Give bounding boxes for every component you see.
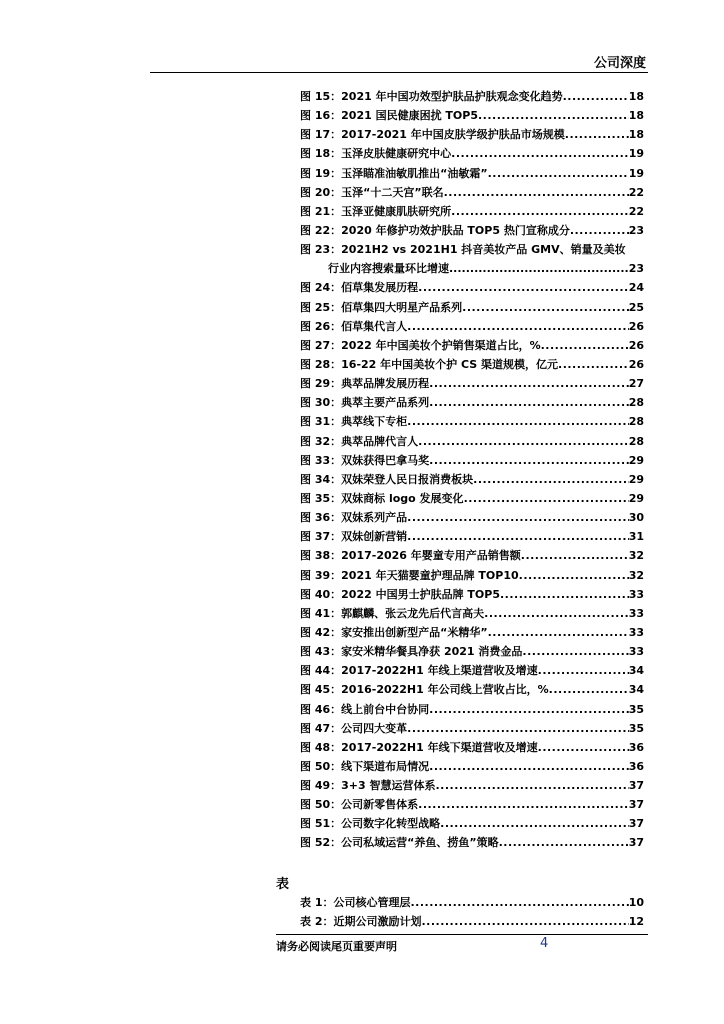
figure-entry-title: 公司四大变革 — [341, 721, 408, 735]
leader-dots — [541, 336, 629, 355]
figure-entry-page: 26 — [628, 319, 644, 333]
figure-entry-title: 2017-2022H1 年线下渠道营收及增速 — [341, 740, 538, 754]
figure-entry-label: 图 21： — [300, 204, 342, 218]
leader-dots — [436, 776, 629, 795]
figure-entry-label: 图 26： — [300, 319, 342, 333]
header-divider — [150, 72, 648, 73]
figure-entry-continuation[interactable] — [300, 259, 644, 278]
figure-entry[interactable] — [300, 604, 644, 623]
figure-entry-label: 图 45： — [300, 683, 342, 697]
figure-entry[interactable] — [300, 164, 644, 183]
figure-entry-title: 3+3 智慧运营体系 — [341, 779, 436, 793]
leader-dots — [500, 585, 629, 604]
figure-entry-page: 27 — [628, 377, 644, 391]
page-header-title: 公司深度 — [593, 56, 646, 71]
leader-dots — [519, 566, 629, 585]
leader-dots — [522, 642, 628, 661]
figure-entry-label: 图 27： — [300, 338, 342, 352]
figure-entry-page: 36 — [628, 740, 644, 754]
figure-entry[interactable] — [300, 393, 644, 412]
figure-entry-page: 36 — [628, 759, 644, 773]
leader-dots — [570, 221, 629, 240]
figure-entry-label: 图 16： — [300, 109, 342, 123]
figure-entry-title: 玉泽亚健康肌肤研究所 — [341, 204, 452, 218]
figure-entry[interactable] — [300, 202, 644, 221]
figure-entry-page: 23 — [628, 262, 644, 276]
figure-entry-page: 33 — [628, 587, 644, 601]
figure-entry[interactable] — [300, 221, 644, 240]
figure-entry-page: 37 — [628, 779, 644, 793]
figure-entry-label: 图 48： — [300, 740, 342, 754]
figure-entry[interactable] — [300, 585, 644, 604]
figure-entry[interactable] — [300, 489, 644, 508]
figure-entry-label: 图 50： — [300, 759, 342, 773]
figure-entry-label: 图 23： — [300, 243, 342, 257]
table-entry[interactable] — [300, 893, 644, 912]
figure-entry-title: 家安推出创新型产品“米精华” — [341, 625, 488, 639]
figure-entry-page: 28 — [628, 415, 644, 429]
figure-entry-label: 图 17： — [300, 128, 342, 142]
figure-entry-page: 37 — [628, 836, 644, 850]
leader-dots — [418, 278, 629, 297]
figure-entry-label: 图 18： — [300, 147, 342, 161]
leader-dots — [549, 680, 629, 699]
figure-entry-label: 图 22： — [300, 223, 342, 237]
leader-dots — [478, 106, 629, 125]
figure-entry-title: 公司私域运营“养鱼、捞鱼”策略 — [341, 836, 499, 850]
figure-entry[interactable] — [300, 833, 644, 852]
leader-dots — [521, 546, 629, 565]
leader-dots — [429, 757, 629, 776]
figure-entry[interactable] — [300, 795, 644, 814]
leader-dots — [410, 893, 628, 912]
leader-dots — [462, 298, 629, 317]
figure-entry[interactable] — [300, 508, 644, 527]
figure-entry-page: 23 — [628, 223, 644, 237]
figure-entry[interactable] — [300, 527, 644, 546]
leader-dots — [499, 833, 629, 852]
figure-entry-page: 22 — [628, 185, 644, 199]
figure-entry[interactable] — [300, 106, 644, 125]
figure-entry[interactable] — [300, 470, 644, 489]
figure-entry[interactable] — [300, 642, 644, 661]
leader-dots — [418, 432, 629, 451]
table-list — [300, 893, 644, 931]
figure-entry-label: 图 24： — [300, 281, 342, 295]
leader-dots — [488, 164, 629, 183]
figure-entry[interactable] — [300, 412, 644, 431]
table-entry[interactable] — [300, 912, 644, 931]
figure-entry-page: 18 — [628, 128, 644, 142]
leader-dots — [429, 451, 629, 470]
figure-entry-label: 图 35： — [300, 491, 342, 505]
figure-entry-title: 郭麒麟、张云龙先后代言高夫 — [341, 606, 485, 620]
figure-entry[interactable] — [300, 336, 644, 355]
figure-entry-page: 19 — [628, 147, 644, 161]
figure-entry-title: 玉泽“十二天宫”联名 — [341, 185, 444, 199]
leader-dots — [449, 259, 629, 278]
figure-entry-label: 图 28： — [300, 357, 342, 371]
figure-entry-page: 28 — [628, 434, 644, 448]
leader-dots — [407, 412, 629, 431]
figure-entry-label: 图 51： — [300, 817, 342, 831]
figure-entry[interactable] — [300, 144, 644, 163]
figure-entry-label: 图 20： — [300, 185, 342, 199]
leader-dots — [444, 183, 629, 202]
figure-entry-label: 图 33： — [300, 453, 342, 467]
figure-entry-title: 2022 年中国美妆个护销售渠道占比，% — [341, 338, 541, 352]
figure-entry-title: 2017-2021 年中国皮肤学级护肤品市场规模 — [341, 128, 565, 142]
leader-dots — [440, 814, 629, 833]
figure-entry[interactable] — [300, 623, 644, 642]
figure-entry-title: 玉泽瞄准油敏肌推出“油敏霜” — [341, 166, 488, 180]
figure-entry-page: 26 — [628, 357, 644, 371]
figure-entry-title: 线上前台中台协同 — [341, 702, 430, 716]
figure-entry-page: 19 — [628, 166, 644, 180]
figure-entry-label: 图 41： — [300, 606, 342, 620]
figure-entry-label: 图 37： — [300, 530, 342, 544]
figure-entry-label: 图 15： — [300, 90, 342, 103]
figure-entry-title: 典萃品牌发展历程 — [341, 377, 430, 391]
figure-entry-title: 线下渠道布局情况 — [341, 759, 430, 773]
figure-entry-label: 图 36： — [300, 511, 342, 525]
figure-entry-label: 图 44： — [300, 664, 342, 678]
leader-dots — [565, 125, 629, 144]
figure-entry-label: 图 34： — [300, 472, 342, 486]
figure-entry-page: 37 — [628, 817, 644, 831]
page-number: 4 — [540, 936, 549, 951]
figure-entry[interactable] — [300, 814, 644, 833]
figure-entry-page: 29 — [628, 491, 644, 505]
figure-entry[interactable] — [300, 240, 644, 259]
figure-entry-title: 2021H2 vs 2021H1 抖音美妆产品 GMV、销量及美妆 — [341, 243, 626, 257]
leader-dots — [464, 489, 629, 508]
figure-entry-page: 37 — [628, 798, 644, 812]
figure-entry-page: 18 — [628, 109, 644, 123]
figure-entry-label: 图 42： — [300, 625, 342, 639]
figure-entry-title: 16-22 年中国美妆个护 CS 渠道规模，亿元 — [341, 357, 559, 371]
leader-dots — [538, 738, 629, 757]
figure-entry-page: 29 — [628, 453, 644, 467]
figure-entry[interactable] — [300, 87, 644, 106]
leader-dots — [429, 700, 629, 719]
figure-entry-title: 双妹荣登人民日报消费板块 — [341, 472, 474, 486]
figure-entry-page: 22 — [628, 204, 644, 218]
figure-entry-page: 33 — [628, 625, 644, 639]
figure-entry[interactable] — [300, 757, 644, 776]
figure-entry-label: 图 39： — [300, 568, 342, 582]
table-entry-page: 12 — [628, 915, 644, 929]
figure-entry-label: 图 46： — [300, 702, 342, 716]
figure-entry-page: 33 — [628, 606, 644, 620]
figure-entry-title: 双妹商标 logo 发展变化 — [341, 491, 464, 505]
leader-dots — [429, 374, 629, 393]
figure-entry-page: 32 — [628, 568, 644, 582]
figure-entry-label: 图 40： — [300, 587, 342, 601]
figure-entry-page: 26 — [628, 338, 644, 352]
figure-entry-title: 佰草集发展历程 — [341, 281, 419, 295]
leader-dots — [407, 527, 629, 546]
figure-entry-label: 图 30： — [300, 396, 342, 410]
leader-dots — [407, 719, 629, 738]
figure-entry-title: 2016-2022H1 年公司线上营收占比，% — [341, 683, 549, 697]
figure-entry-page: 35 — [628, 702, 644, 716]
leader-dots — [484, 604, 629, 623]
leader-dots — [563, 87, 629, 106]
table-entry-title: 公司核心管理层 — [333, 896, 411, 909]
figure-entry-page: 34 — [628, 683, 644, 697]
figure-entry-label: 图 52： — [300, 836, 342, 850]
figure-entry-title: 佰草集代言人 — [341, 319, 408, 333]
figure-entry-title: 公司数字化转型战略 — [341, 817, 441, 831]
leader-dots — [451, 144, 629, 163]
table-entry-label: 表 2： — [300, 915, 334, 929]
leader-dots — [407, 508, 629, 527]
figure-entry[interactable] — [300, 317, 644, 336]
figure-entry-title: 2020 年修护功效护肤品 TOP5 热门宣称成分 — [341, 223, 570, 237]
figure-entry-label: 图 19： — [300, 166, 342, 180]
figure-entry-title: 2022 中国男士护肤品牌 TOP5 — [341, 587, 500, 601]
figure-entry-title: 双妹系列产品 — [341, 511, 408, 525]
figure-entry-title: 双妹获得巴拿马奖 — [341, 453, 430, 467]
leader-dots — [429, 393, 629, 412]
figure-entry-label: 图 47： — [300, 721, 342, 735]
figure-entry-label: 图 32： — [300, 434, 342, 448]
figure-entry[interactable] — [300, 546, 644, 565]
leader-dots — [558, 355, 629, 374]
footer-disclaimer: 请务必阅读尾页重要声明 — [276, 940, 397, 953]
leader-dots — [418, 795, 629, 814]
figure-entry-title: 典萃线下专柜 — [341, 415, 408, 429]
figure-entry[interactable] — [300, 566, 644, 585]
leader-dots — [451, 202, 629, 221]
figure-entry-label: 图 31： — [300, 415, 342, 429]
figure-entry-label: 图 29： — [300, 377, 342, 391]
figure-entry-label: 图 50： — [300, 798, 342, 812]
figure-entry[interactable] — [300, 183, 644, 202]
figure-entry-label: 图 38： — [300, 549, 342, 563]
figure-entry-label: 图 49： — [300, 779, 342, 793]
figure-entry-page: 31 — [628, 530, 644, 544]
tables-heading: 表 — [276, 877, 290, 892]
figure-entry-title: 2021 年中国功效型护肤品护肤观念变化趋势 — [341, 90, 563, 103]
figure-entry-title: 公司新零售体系 — [341, 798, 419, 812]
footer-divider — [276, 934, 648, 935]
figure-entry-page: 34 — [628, 664, 644, 678]
figure-entry-title: 典萃主要产品系列 — [341, 396, 430, 410]
figure-entry-title: 2021 年天猫婴童护理品牌 TOP10 — [341, 568, 519, 582]
figure-entry-title: 2017-2022H1 年线上渠道营收及增速 — [341, 664, 538, 678]
leader-dots — [488, 623, 629, 642]
figure-entry-title: 行业内容搜索量环比增速 — [328, 262, 449, 276]
figure-entry-title: 家安米精华餐具净获 2021 消费金品 — [341, 645, 523, 659]
figure-entry-page: 25 — [628, 300, 644, 314]
figure-entry-page: 29 — [628, 472, 644, 486]
figure-entry-label: 图 43： — [300, 645, 342, 659]
figure-entry[interactable] — [300, 680, 644, 699]
figure-entry[interactable] — [300, 719, 644, 738]
figure-entry-page: 28 — [628, 396, 644, 410]
figure-list — [300, 87, 644, 853]
figure-entry-title: 佰草集四大明星产品系列 — [341, 300, 463, 314]
leader-dots — [473, 470, 629, 489]
figure-entry-page: 18 — [628, 90, 644, 103]
figure-entry[interactable] — [300, 278, 644, 297]
figure-entry[interactable] — [300, 451, 644, 470]
leader-dots — [407, 317, 629, 336]
figure-entry-title: 2021 国民健康困扰 TOP5 — [341, 109, 478, 123]
figure-entry[interactable] — [300, 125, 644, 144]
figure-entry[interactable] — [300, 776, 644, 795]
figure-entry[interactable] — [300, 298, 644, 317]
figure-entry-title: 双妹创新营销 — [341, 530, 408, 544]
table-entry-label: 表 1： — [300, 896, 334, 909]
leader-dots — [538, 661, 629, 680]
figure-entry-title: 典萃品牌代言人 — [341, 434, 419, 448]
figure-entry-title: 玉泽皮肤健康研究中心 — [341, 147, 452, 161]
figure-entry[interactable] — [300, 700, 644, 719]
figure-entry[interactable] — [300, 661, 644, 680]
figure-entry[interactable] — [300, 738, 644, 757]
figure-entry-page: 33 — [628, 645, 644, 659]
figure-entry-title: 2017-2026 年婴童专用产品销售额 — [341, 549, 521, 563]
figure-entry-page: 30 — [628, 511, 644, 525]
figure-entry-page: 24 — [628, 281, 644, 295]
figure-entry-label: 图 25： — [300, 300, 342, 314]
figure-entry-page: 32 — [628, 549, 644, 563]
table-entry-title: 近期公司激励计划 — [333, 915, 422, 929]
table-entry-page: 10 — [628, 896, 644, 909]
figure-entry[interactable] — [300, 432, 644, 451]
figure-entry[interactable] — [300, 355, 644, 374]
figure-entry-page: 35 — [628, 721, 644, 735]
leader-dots — [421, 912, 628, 931]
figure-entry[interactable] — [300, 374, 644, 393]
